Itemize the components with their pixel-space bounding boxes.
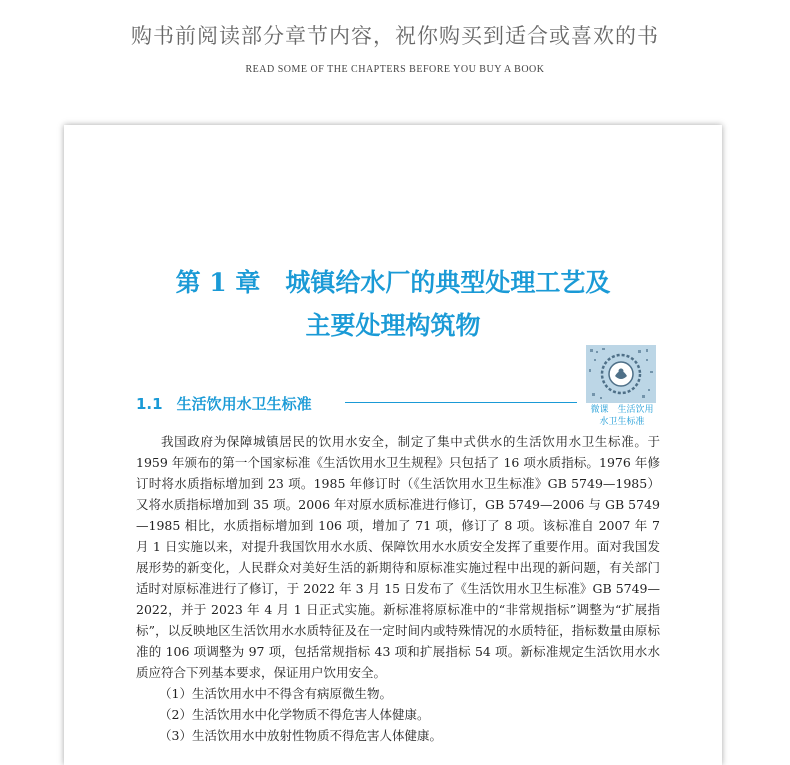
chapter-title-line1: 第 1 章 城镇给水厂的典型处理工艺及 xyxy=(175,268,611,297)
section-rule xyxy=(345,402,577,403)
section-title: 生活饮用水卫生标准 xyxy=(176,395,312,413)
qr-caption xyxy=(580,404,664,428)
header-title-cn: 购书前阅读部分章节内容，祝你购买到适合或喜欢的书 xyxy=(131,24,659,48)
qr-caption-line1: 微课 生活饮用 xyxy=(590,405,654,415)
body-text xyxy=(136,431,660,746)
qr-code-graphic xyxy=(586,345,656,403)
requirement-item-3: （3）生活饮用水中放射性物质不得危害人体健康。 xyxy=(159,728,442,743)
section-number: 1.1 xyxy=(136,395,163,413)
book-page xyxy=(64,125,722,765)
qr-caption-line2: 水卫生标准 xyxy=(599,417,645,427)
qr-code-icon[interactable] xyxy=(586,345,656,403)
header-title-en: READ SOME OF THE CHAPTERS BEFORE YOU BUY A BOOK xyxy=(245,64,545,75)
chapter-title-line2: 主要处理构筑物 xyxy=(305,311,481,340)
requirement-item-1: （1）生活饮用水中不得含有病原微生物。 xyxy=(159,686,392,701)
requirement-item-2: （2）生活饮用水中化学物质不得危害人体健康。 xyxy=(159,707,430,722)
section-heading xyxy=(136,393,312,414)
paragraph: 我国政府为保障城镇居民的饮用水安全，制定了集中式供水的生活饮用水卫生标准。于 1959 年颁布的第一个国家标准《生活饮用水卫生规程》只包括了 16 项水质指标。1976 年修订时将水质指标增加到 23 项。1985 年修订时（《生活饮用水卫生标准》GB 5749—1985）又将水质指标增加到 35 项。2006 年对原水质标准进行修订，GB 5749—2006 与 GB 5749—1985 相比，水质指标增加到 106 项，增加了 71 项，修订了 8 项。该标准自 2007 年 7 月 1 日实施以来，对提升我国饮用水水质、保障饮用水水质安全发挥了重要作用。面对我国发展形势的新变化，人民群众对美好生活的新期待和原标准实施过程中出现的新问题，有关部门适时对原标准进行了修订，于 2022 年 3 月 15 日发布了《生活饮用水卫生标准》GB 5749—2022，并于 2023 年 4 月 1 日正式实施。新标准将原标准中的“非常规指标”调整为“扩展指标”，以反映地区生活饮用水水质特征及在一定时间内或特殊情况的水质特征，指标数量由原标准的 106 项调整为 97 项，包括常规指标 43 项和扩展指标 54 项。新标准规定生活饮用水水质应符合下列基本要求，保证用户饮用安全。 xyxy=(136,434,660,680)
